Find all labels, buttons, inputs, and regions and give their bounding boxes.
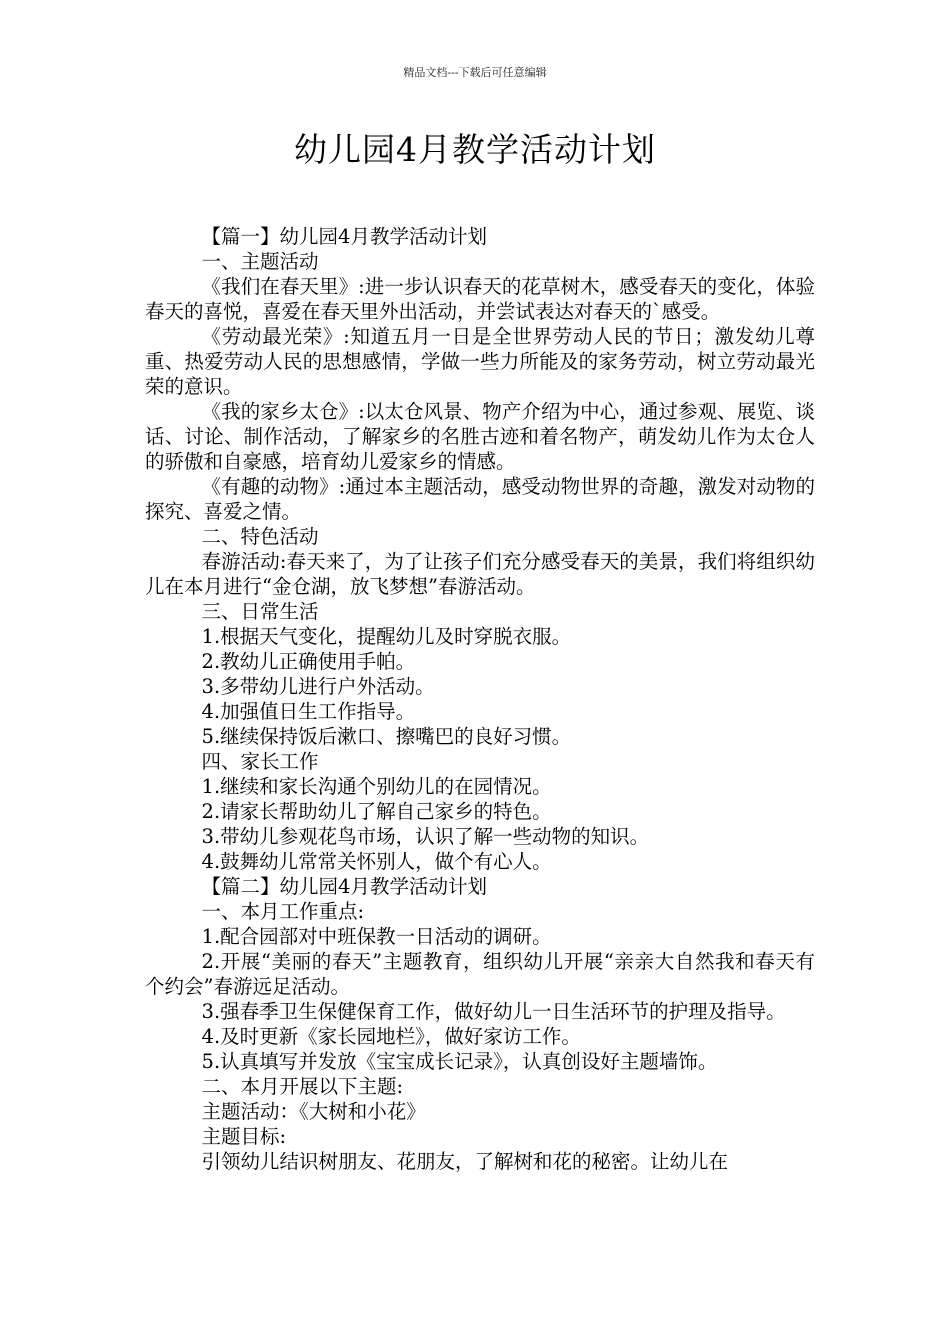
- body-paragraph: 引领幼儿结识树朋友、花朋友，了解树和花的秘密。让幼儿在: [201, 1150, 729, 1173]
- body-paragraph: 3.强春季卫生保健保育工作，做好幼儿一日生活环节的护理及指导。: [201, 1000, 786, 1023]
- body-paragraph: 《有趣的动物》:通过本主题活动，感受动物世界的奇趣，激发对动物的探究、喜爱之情。: [145, 475, 815, 523]
- body-paragraph: 二、特色活动: [201, 525, 319, 548]
- body-paragraph: 3.带幼儿参观花鸟市场，认识了解一些动物的知识。: [201, 825, 650, 848]
- body-paragraph: 2.开展“美丽的春天”主题教育，组织幼儿开展“亲亲大自然我和春天有个约会”春游远足活动。: [145, 950, 815, 998]
- body-paragraph: 一、主题活动: [201, 250, 319, 273]
- body-paragraph: 春游活动:春天来了，为了让孩子们充分感受春天的美景，我们将组织幼儿在本月进行“金仓湖，放飞梦想”春游活动。: [145, 550, 815, 598]
- body-paragraph: 主题活动：《大树和小花》: [201, 1100, 426, 1123]
- body-paragraph: 5.认真填写并发放《宝宝成长记录》，认真创设好主题墙饰。: [201, 1050, 718, 1073]
- body-paragraph: 2.请家长帮助幼儿了解自己家乡的特色。: [201, 800, 552, 823]
- body-paragraph: 1.继续和家长沟通个别幼儿的在园情况。: [201, 775, 552, 798]
- body-paragraph: 3.多带幼儿进行户外活动。: [201, 675, 435, 698]
- body-paragraph: 《我们在春天里》:进一步认识春天的花草树木，感受春天的变化，体验春天的喜悦，喜爱在春天里外出活动，并尝试表达对春天的`感受。: [145, 275, 815, 323]
- body-paragraph: 1.根据天气变化，提醒幼儿及时穿脱衣服。: [201, 625, 572, 648]
- body-paragraph: 一、本月工作重点:: [201, 900, 365, 923]
- body-paragraph: 《我的家乡太仓》:以太仓风景、物产介绍为中心，通过参观、展览、谈话、讨论、制作活动，了解家乡的名胜古迹和着名物产，萌发幼儿作为太仓人的骄傲和自豪感，培育幼儿爱家乡的情感。: [145, 400, 815, 473]
- body-paragraph: 《劳动最光荣》:知道五月一日是全世界劳动人民的节日；激发幼儿尊重、热爱劳动人民的思想感情，学做一些力所能及的家务劳动，树立劳动最光荣的意识。: [145, 325, 815, 398]
- document-body: [145, 224, 815, 1174]
- body-paragraph: 三、日常生活: [201, 600, 319, 623]
- body-paragraph: 2.教幼儿正确使用手帕。: [201, 650, 416, 673]
- body-paragraph: 1.配合园部对中班保教一日活动的调研。: [201, 925, 552, 948]
- document-title: 幼儿园4月教学活动计划: [294, 130, 656, 169]
- body-paragraph: 5.继续保持饭后漱口、擦嘴巴的良好习惯。: [201, 725, 572, 748]
- page-header: 精品文档---下载后可任意编辑: [403, 66, 547, 79]
- body-paragraph: 主题目标:: [201, 1125, 287, 1148]
- body-paragraph: 【篇一】幼儿园4月教学活动计划: [201, 225, 487, 248]
- body-paragraph: 4.及时更新《家长园地栏》，做好家访工作。: [201, 1025, 581, 1048]
- body-paragraph: 二、本月开展以下主题:: [201, 1075, 404, 1098]
- body-paragraph: 【篇二】幼儿园4月教学活动计划: [201, 875, 487, 898]
- body-paragraph: 4.加强值日生工作指导。: [201, 700, 416, 723]
- body-paragraph: 四、家长工作: [201, 750, 319, 773]
- body-paragraph: 4.鼓舞幼儿常常关怀别人，做个有心人。: [201, 850, 552, 873]
